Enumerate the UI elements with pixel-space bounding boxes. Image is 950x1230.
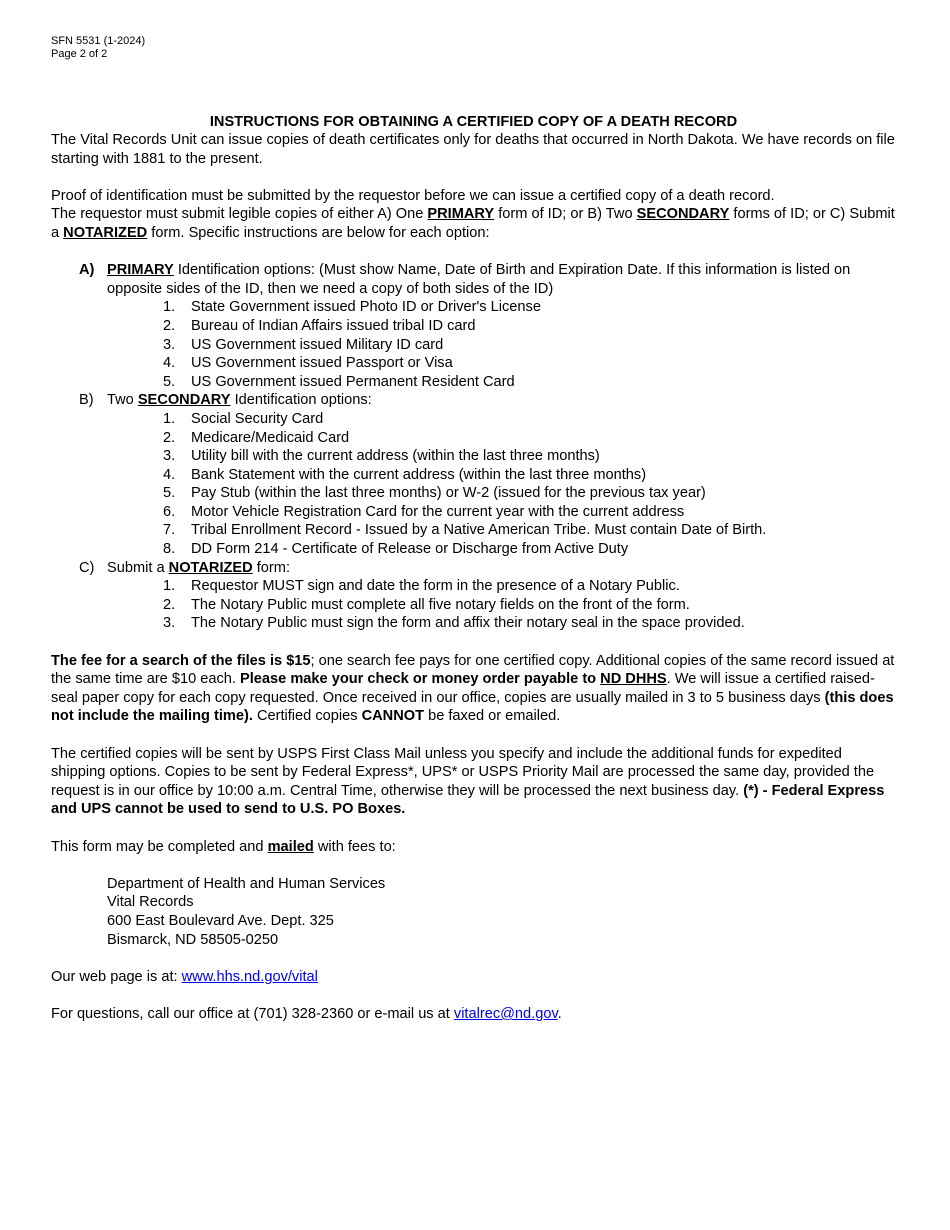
list-item: 5. US Government issued Permanent Resident Card xyxy=(163,373,515,390)
shipping-paragraph: The certified copies will be sent by USPS First Class Mail unless you specify and include the additional funds for expedited shipping options. Copies to be sent by Federal Express*, UPS* or USPS Priority Mail are processed the same day, provided the request is in our office by 10:00 a.m. Central Time, otherwise they will be processed the next business day. (*) - Federal Express and UPS cannot be used to send to U.S. PO Boxes. xyxy=(51,745,885,818)
list-item: 5. Pay Stub (within the last three months) or W-2 (issued for the previous tax year) xyxy=(163,485,706,502)
contact-line: For questions, call our office at (701) 328-2360 or e-mail us at vitalrec@nd.gov. xyxy=(51,1005,562,1022)
address-line: Department of Health and Human Services xyxy=(107,875,386,892)
proof-line: Proof of identification must be submitted by the requestor before we can issue a certified copy of a death record. xyxy=(51,187,775,204)
website-link[interactable]: www.hhs.nd.gov/vital xyxy=(181,968,318,985)
list-item: 7. Tribal Enrollment Record - Issued by a Native American Tribe. Must contain Date of Birth. xyxy=(163,522,767,539)
list-item: 2. Bureau of Indian Affairs issued tribal ID card xyxy=(163,317,476,334)
email-link[interactable]: vitalrec@nd.gov xyxy=(453,1005,558,1022)
address-line: Vital Records xyxy=(107,894,194,911)
list-item: 3. Utility bill with the current address (within the last three months) xyxy=(163,448,600,465)
proof-options-paragraph: The requestor must submit legible copies of either A) One PRIMARY form of ID; or B) Two SECONDARY forms of ID; or C) Submit a NOTARIZED form. Specific instructions are below for each option: xyxy=(51,206,895,241)
list-item: 2. Medicare/Medicaid Card xyxy=(163,429,350,446)
section-c: C) Submit a NOTARIZED form: 1. Requestor MUST sign and date the form in the presence of a Notary Public. 2. The Notary Public must complete all five notary fields on the front of the form. 3. The Notary Public must sign the form and affix their notary seal in the space provided. xyxy=(79,559,896,633)
mail-instructions: This form may be completed and mailed with fees to: xyxy=(51,838,396,855)
notarized-term: NOTARIZED xyxy=(63,224,148,241)
page-number: Page 2 of 2 xyxy=(51,48,108,60)
section-b: B) Two SECONDARY Identification options: 1. Social Security Card 2. Medicare/Medicaid Card 3. Utility bill with the current address (within the last three months) 4. Bank Statement with the current address (within the last three months) 5. Pay Stub (within the last three months) or W-2 (issued for the previous tax year) 6. Motor Vehicle Registration Card for the current year with the current address 7. Tribal Enrollment Record - Issued by a Native American Tribe. Must contain Date of Birth. 8. DD Form 214 - Certificate of Release or Discharge from Active Duty xyxy=(79,391,896,558)
section-a: A) PRIMARY Identification options: (Must show Name, Date of Birth and Expiration Date. If this information is listed on opposite sides of the ID, then we need a copy of both sides of the ID) 1. State Government issued Photo ID or Driver's License 2. Bureau of Indian Affairs issued tribal ID card 3. US Government issued Military ID card 4. US Government issued Passport or Visa 5. US Government issued Permanent Resident Card xyxy=(79,261,896,391)
document-title: INSTRUCTIONS FOR OBTAINING A CERTIFIED COPY OF A DEATH RECORD xyxy=(209,114,738,130)
section-a-letter: A) xyxy=(79,262,95,279)
fee-paragraph: The fee for a search of the files is $15; one search fee pays for one certified copy. Additional copies of the same record issued at the same time are $10 each. Please make your check or money order payable to ND DHHS. We will issue a certified raised-seal paper copy for each copy requested. Once received in our office, copies are usually mailed in 3 to 5 business days (this does not include the mailing time). Certified copies CANNOT be faxed or emailed. xyxy=(51,652,895,725)
section-c-list xyxy=(79,577,896,633)
list-item: 2. The Notary Public must complete all five notary fields on the front of the form. xyxy=(163,596,690,613)
list-item: 4. Bank Statement with the current address (within the last three months) xyxy=(163,466,647,483)
list-item: 1. Requestor MUST sign and date the form in the presence of a Notary Public. xyxy=(163,578,680,595)
section-a-list xyxy=(79,298,896,391)
intro-paragraph: The Vital Records Unit can issue copies of death certificates only for deaths that occurred in North Dakota. We have records on file starting with 1881 to the present. xyxy=(51,132,895,167)
section-c-letter: C) xyxy=(79,559,95,576)
list-item: 1. Social Security Card xyxy=(163,410,324,427)
list-item: 6. Motor Vehicle Registration Card for the current year with the current address xyxy=(163,503,685,520)
list-item: 8. DD Form 214 - Certificate of Release or Discharge from Active Duty xyxy=(163,541,629,558)
mailing-address xyxy=(51,875,896,949)
payee-name: ND DHHS xyxy=(600,671,667,688)
list-item: 3. The Notary Public must sign the form and affix their notary seal in the space provided. xyxy=(163,615,745,632)
web-line: Our web page is at: www.hhs.nd.gov/vital xyxy=(51,968,318,985)
list-item: 3. US Government issued Military ID card xyxy=(163,336,444,353)
section-b-letter: B) xyxy=(79,392,94,409)
address-line: 600 East Boulevard Ave. Dept. 325 xyxy=(107,912,334,929)
form-number: SFN 5531 (1-2024) xyxy=(51,35,146,47)
list-item: 1. State Government issued Photo ID or Driver's License xyxy=(163,299,541,316)
document-page xyxy=(51,35,896,1024)
section-b-list xyxy=(79,410,896,559)
list-item: 4. US Government issued Passport or Visa xyxy=(163,355,453,372)
primary-term: PRIMARY xyxy=(427,206,495,223)
address-line: Bismarck, ND 58505-0250 xyxy=(107,931,279,948)
form-header xyxy=(51,35,896,61)
secondary-term: SECONDARY xyxy=(636,206,730,223)
